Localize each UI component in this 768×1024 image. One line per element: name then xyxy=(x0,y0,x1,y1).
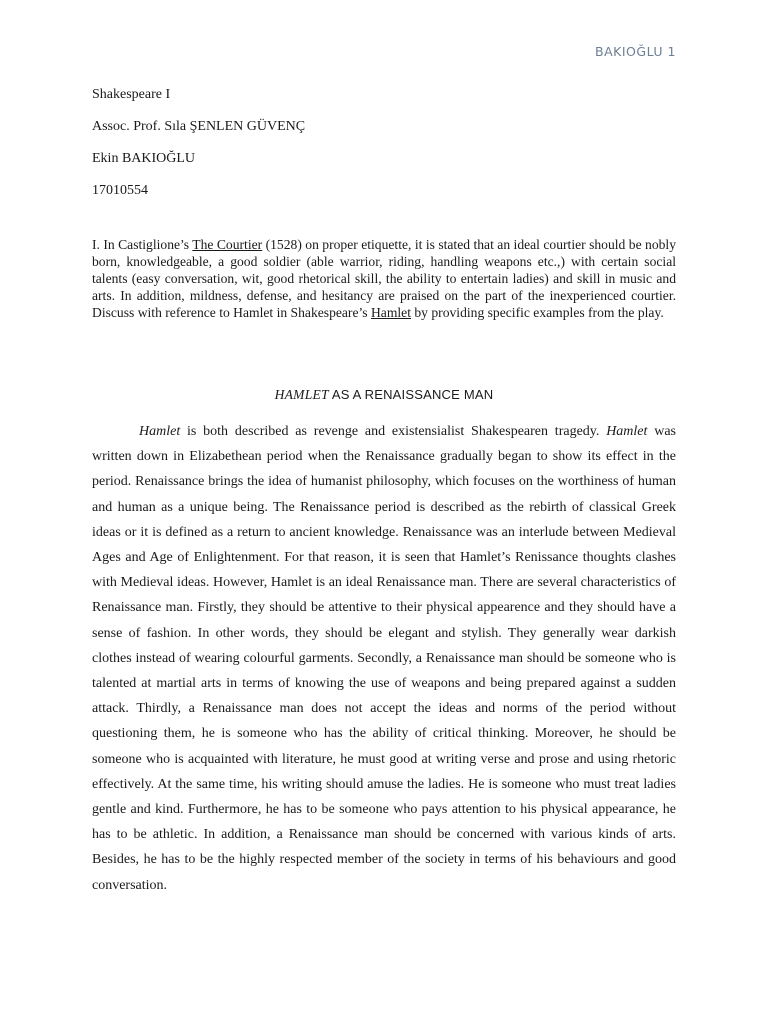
essay-paragraph xyxy=(92,419,676,898)
course-name: Shakespeare I xyxy=(92,87,171,102)
essay-title xyxy=(92,387,676,403)
paragraph-italic-hamlet-1: Hamlet xyxy=(139,424,181,439)
paragraph-text-2: was written down in Elizabethean period when the Renaissance gradually began to show its effect in the period. Renaissance brings the idea of humanist philosophy, which focuses on the worthiness of human and human as a unique being. The Renaissance period is described as the rebirth of classical Greek ideas or it is defined as a return to ancient knowledge. Renaissance was an interlude between Medieval Ages and Age of Enlightenment. For that reason, it is seen that Hamlet’s Renissance thoughts clashes with Medieval ideas. However, Hamlet is an ideal Renaissance man. There are several characteristics of Renaissance man. Firstly, they should be attentive to their physical appearence and they should have a sense of fashion. In other words, they should be elegant and stylish. They generally wear darkish clothes instead of wearing colourful garments. Secondly, a Renaissance man should be someone who is talented at martial arts in terms of knowing the use of weapons and being prepared against a sudden attack. Thirdly, a Renaissance man does not accept the ideas and norms of the period without questioning them, he is someone who has the ability of critical thinking. Moreover, he should be someone who is acquainted with literature, he must good at writing verse and prose and using rhetoric effectively. At the same time, his writing should amuse the ladies. He is someone who must treat ladies gentle and kind. Furthermore, he has to be someone who pays attention to his physical appearance, he has to be athletic. In addition, a Renaissance man should be concerned with various kinds of arts. Besides, he has to be the highly respected member of the society in terms of his behaviours and good conversation. xyxy=(92,424,676,893)
prompt-work-hamlet: Hamlet xyxy=(370,305,411,320)
prompt-lead: I. In Castiglione’s xyxy=(92,237,193,252)
student-name: Ekin BAKIOĞLU xyxy=(92,151,196,166)
prompt-middle: (1528) on proper etiquette, it is stated that an ideal courtier should be nobly born, knowledgeable, a good soldier (able warrior, riding, handling weapons etc.,) with certain social talents (easy conversation, wit, good rhetorical skill, the ability to entertain ladies) and skill in music and arts. In addition, mildness, defense, and hesitancy are praised on the part of the inexperienced courtier. Discuss with reference to Hamlet in Shakespeare’s xyxy=(92,237,677,320)
essay-prompt xyxy=(92,236,676,321)
student-id: 17010554 xyxy=(92,183,148,198)
running-header: BAKIOĞLU 1 xyxy=(595,44,676,59)
prompt-work-courtier: The Courtier xyxy=(192,237,263,252)
essay-title-italic: HAMLET xyxy=(274,387,329,402)
essay-title-rest: AS A RENAISSANCE MAN xyxy=(328,387,494,402)
paragraph-text-1: is both described as revenge and existensialist Shakespearen tragedy. xyxy=(180,424,607,439)
paragraph-italic-hamlet-2: Hamlet xyxy=(606,424,648,439)
header-block xyxy=(92,86,682,214)
prompt-tail: by providing specific examples from the play. xyxy=(410,305,664,320)
instructor-name: Assoc. Prof. Sıla ŞENLEN GÜVENÇ xyxy=(92,119,306,134)
